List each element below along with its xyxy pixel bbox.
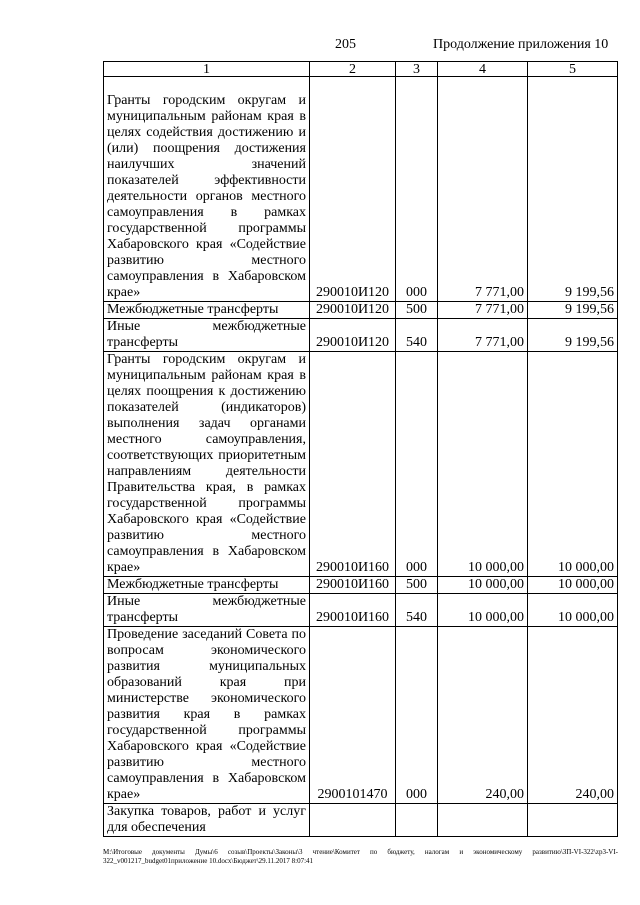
- row-code: 290010И120: [310, 77, 396, 302]
- row-value-1: 10 000,00: [438, 352, 528, 577]
- column-header-5: 5: [528, 62, 618, 77]
- table-row: [104, 352, 618, 577]
- row-code: 290010И120: [310, 319, 396, 352]
- column-header-1: 1: [104, 62, 310, 77]
- column-header-3: 3: [396, 62, 438, 77]
- row-value-1: [438, 804, 528, 837]
- row-code: 290010И160: [310, 352, 396, 577]
- row-value-2: 9 199,56: [528, 319, 618, 352]
- table-row: [104, 319, 618, 352]
- row-code: 2900101470: [310, 627, 396, 804]
- row-code: [310, 804, 396, 837]
- row-value-1: 10 000,00: [438, 577, 528, 594]
- row-type: 500: [396, 302, 438, 319]
- row-value-2: [528, 804, 618, 837]
- row-code: 290010И160: [310, 594, 396, 627]
- row-value-1: 7 771,00: [438, 302, 528, 319]
- row-value-2: 9 199,56: [528, 302, 618, 319]
- row-name: Закупка товаров, работ и услуг для обеспечения: [104, 804, 310, 837]
- row-type: 540: [396, 594, 438, 627]
- table-header-row: [104, 62, 618, 77]
- column-header-4: 4: [438, 62, 528, 77]
- row-value-2: 240,00: [528, 627, 618, 804]
- row-type: 500: [396, 577, 438, 594]
- row-code: 290010И160: [310, 577, 396, 594]
- row-value-1: 240,00: [438, 627, 528, 804]
- table-row: [104, 804, 618, 837]
- row-name: Межбюджетные трансферты: [104, 302, 310, 319]
- table-row: [104, 594, 618, 627]
- row-type: 540: [396, 319, 438, 352]
- row-type: 000: [396, 627, 438, 804]
- row-value-2: 10 000,00: [528, 577, 618, 594]
- row-value-1: 7 771,00: [438, 77, 528, 302]
- table-row: [104, 77, 618, 302]
- row-name: Проведение заседаний Совета по вопросам экономического развития муниципальных образований края при министерстве экономического развития края в рамках государственной программы Хабаровского края «Содействие развитию местного самоуправления в Хабаровском крае»: [104, 627, 310, 804]
- row-type: [396, 804, 438, 837]
- row-name: Иные межбюджетные трансферты: [104, 594, 310, 627]
- file-path-footer: M:\Итоговые документы Думы\6 созыв\Проекты\Законы\3 чтение\Комитет по бюджету, налогам и экономическому развитию\ЗП-VI-322\zp3-VI-322_v001217_budget01приложение 10.docx\Бюджет\29.11.2017 8:07:41: [103, 848, 618, 865]
- row-type: 000: [396, 77, 438, 302]
- budget-table: [103, 61, 618, 837]
- row-value-1: 10 000,00: [438, 594, 528, 627]
- table-row: [104, 577, 618, 594]
- continuation-title: Продолжение приложения 10: [433, 37, 609, 52]
- table-row: [104, 627, 618, 804]
- row-name: Гранты городским округам и муниципальным районам края в целях поощрения к достижению показателей (индикаторов) выполнения задач органами местного самоуправления, соответствующих приоритетным направлениям деятельности Правительства края, в рамках государственной программы Хабаровского края «Содействие развитию местного самоуправления в Хабаровском крае»: [104, 352, 310, 577]
- row-name: Гранты городским округам и муниципальным районам края в целях содействия достижению и (или) поощрения достижения наилучших значений показателей эффективности деятельности органов местного самоуправления в рамках государственной программы Хабаровского края «Содействие развитию местного самоуправления в Хабаровском крае»: [104, 77, 310, 302]
- row-value-2: 9 199,56: [528, 77, 618, 302]
- row-value-1: 7 771,00: [438, 319, 528, 352]
- row-value-2: 10 000,00: [528, 594, 618, 627]
- table-row: [104, 302, 618, 319]
- row-code: 290010И120: [310, 302, 396, 319]
- row-value-2: 10 000,00: [528, 352, 618, 577]
- row-type: 000: [396, 352, 438, 577]
- row-name: Иные межбюджетные трансферты: [104, 319, 310, 352]
- page-number: 205: [335, 37, 356, 52]
- row-name: Межбюджетные трансферты: [104, 577, 310, 594]
- column-header-2: 2: [310, 62, 396, 77]
